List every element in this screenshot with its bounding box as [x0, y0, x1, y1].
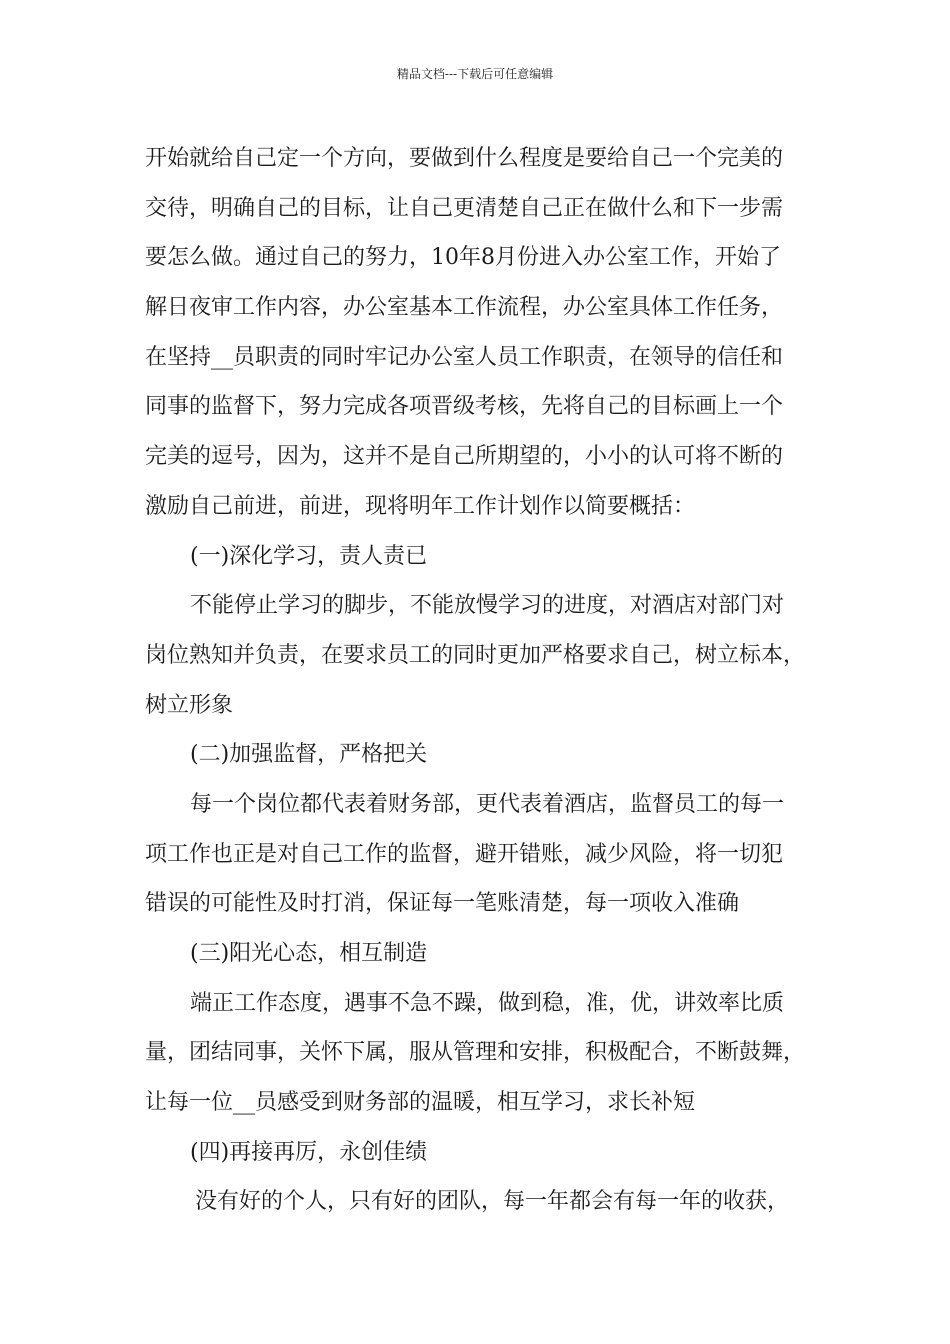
text-line: 量，团结同事，关怀下属，服从管理和安排，积极配合，不断鼓舞， — [145, 1040, 806, 1066]
text-line: 端正工作态度，遇事不急不躁，做到稳，准，优，讲效率比质 — [190, 990, 785, 1016]
text-line: 错误的可能性及时打消，保证每一笔账清楚，每一项收入准确 — [145, 891, 740, 917]
text-line: (二)加强监督，严格把关 — [190, 742, 428, 768]
text-line: 岗位熟知并负责，在要求员工的同时更加严格要求自己，树立标本， — [145, 642, 806, 668]
text-line: 树立形象 — [145, 692, 234, 718]
text-line: 每一个岗位都代表着财务部，更代表着酒店，监督员工的每一 — [190, 791, 785, 817]
text-line: 完美的逗号，因为，这并不是自己所期望的，小小的认可将不断的 — [145, 444, 784, 470]
document-body — [145, 134, 835, 1227]
text-line: 解日夜审工作内容，办公室基本工作流程，办公室具体工作任务， — [145, 295, 784, 321]
page-header: 精品文档---下载后可任意编辑 — [396, 67, 554, 81]
text-line: 同事的监督下，努力完成各项晋级考核，先将自己的目标画上一个 — [145, 394, 784, 420]
text-line: (四)再接再厉，永创佳绩 — [190, 1139, 428, 1165]
text-line: 要怎么做。通过自己的努力，10年8月份进入办公室工作，开始了 — [145, 245, 781, 271]
text-line: 激励自己前进，前进，现将明年工作计划作以简要概括： — [145, 493, 696, 519]
text-line: 在坚持__员职责的同时牢记办公室人员工作职责，在领导的信任和 — [145, 344, 784, 370]
text-line: 让每一位__员感受到财务部的温暖，相互学习，求长补短 — [145, 1090, 696, 1116]
text-line: 不能停止学习的脚步，不能放慢学习的进度，对酒店对部门对 — [190, 593, 785, 619]
text-line: 项工作也正是对自己工作的监督，避开错账，减少风险，将一切犯 — [145, 841, 784, 867]
text-line: (三)阳光心态，相互制造 — [190, 941, 428, 966]
text-line: (一)深化学习，责人责已 — [190, 543, 428, 569]
text-line: 没有好的个人，只有好的团队，每一年都会有每一年的收获， — [195, 1189, 790, 1215]
text-line: 交待，明确自己的目标，让自己更清楚自己正在做什么和下一步需 — [145, 195, 784, 221]
text-line: 开始就给自己定一个方向，要做到什么程度是要给自己一个完美的 — [145, 146, 784, 171]
